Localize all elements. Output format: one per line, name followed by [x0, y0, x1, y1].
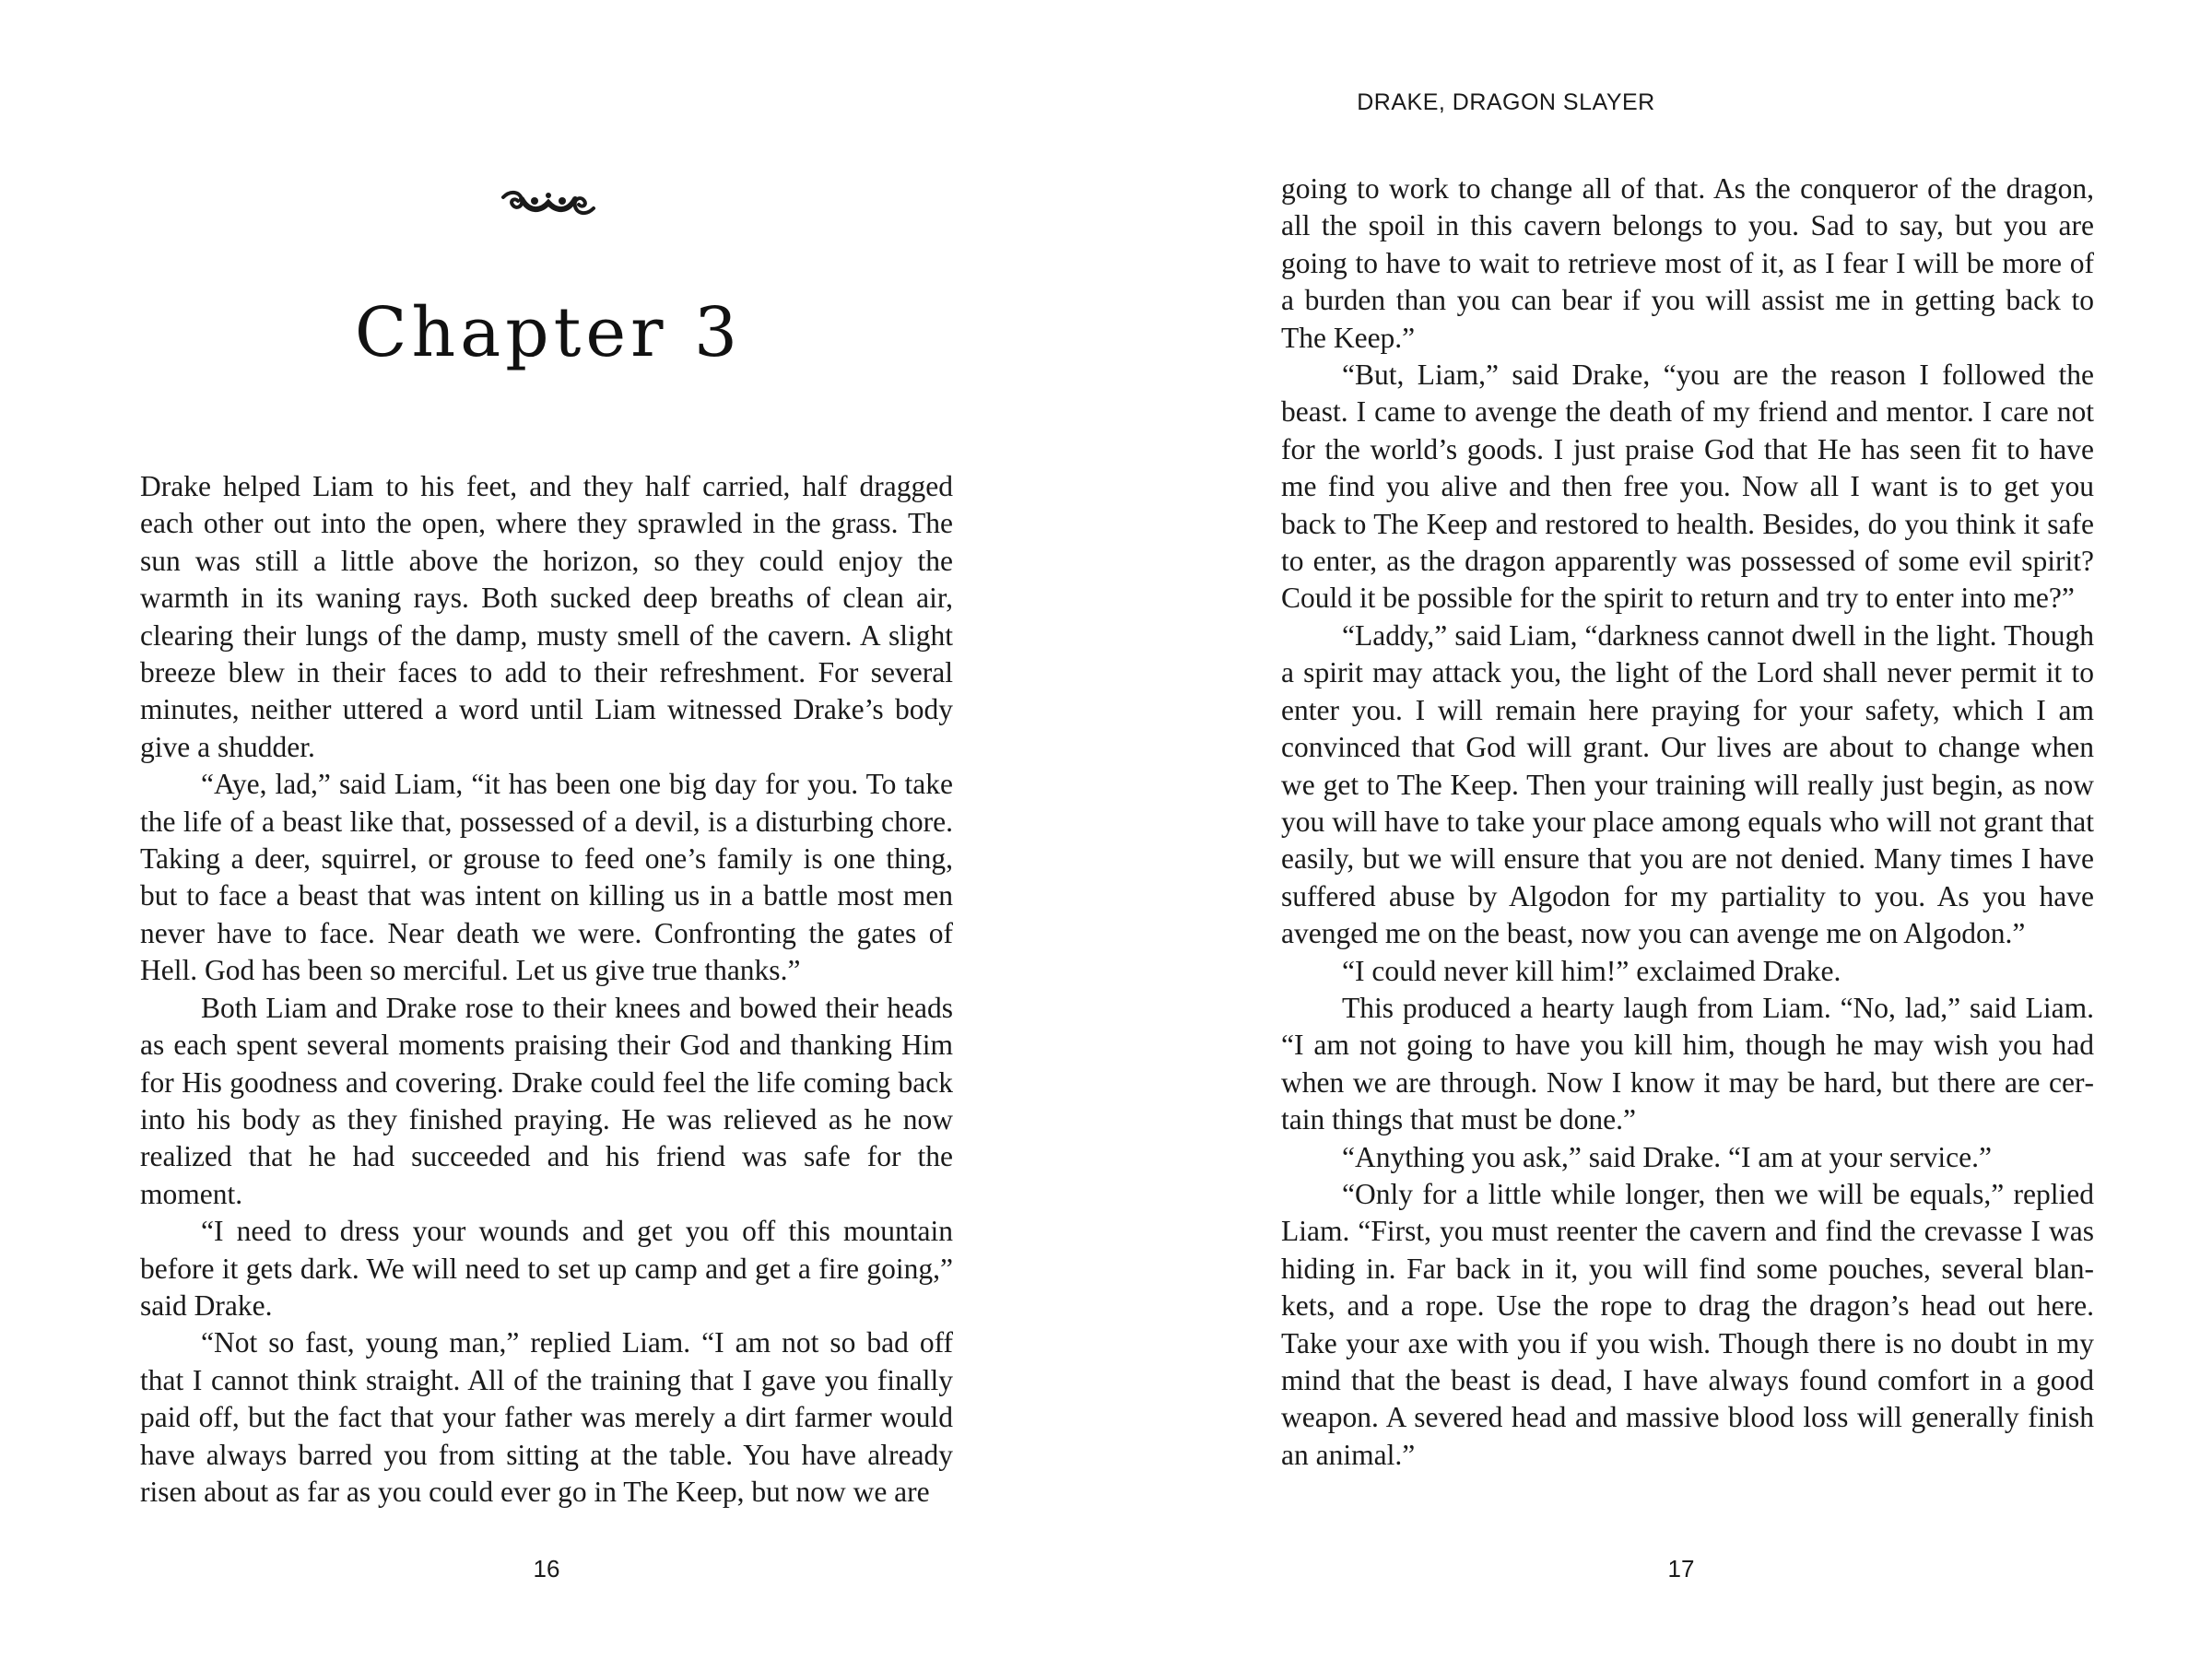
paragraph: “I could never kill him!” exclaimed Drake. — [1342, 954, 1841, 987]
paragraph: “Aye, lad,” said Liam, “it has been one big day for you. To take the life of a beast like that, possessed of a devil, is a disturbing chore. Taking a deer, squirrel, or grouse to feed one’s family is one thing, but to face a beast that was intent on killing us in a battle most men never have to face. Near death we were. Confronting the gates of Hell. God has been so merciful. Let us give true thanks.” — [140, 768, 953, 987]
paragraph: “I need to dress your wounds and get you off this mountain before it gets dark. We will need to set up camp and get a fire going,” said Drake. — [140, 1215, 953, 1322]
paragraph: Both Liam and Drake rose to their knees and bowed their heads as each spent several moments praising their God and thanking Him for His goodness and covering. Drake could feel the life coming back into his body as they finished praying. He was relieved as he now realized that he had succeeded and his friend was safe for the moment. — [140, 991, 953, 1210]
chapter-title: Chapter 3 — [354, 293, 743, 372]
running-head: DRAKE, DRAGON SLAYER — [1357, 89, 1655, 115]
paragraph: “But, Liam,” said Drake, “you are the reason I followed the beast. I came to avenge the death of my friend and mentor. I care not for the world’s goods. I just praise God that He has seen fit to have me find you alive and then free you. Now all I want is to get you back to The Keep and restored to health. Besides, do you think it safe to enter, as the dragon apparently was possessed of some evil spirit? Could it be possible for the spirit to return and try to enter into me?” — [1281, 359, 2094, 615]
paragraph: Drake helped Liam to his feet, and they half carried, half dragged each other out into the open, where they sprawled in the grass. The sun was still a little above the horizon, so they could enjoy the warmth in its waning rays. Both sucked deep breaths of clean air, clearing their lungs of the damp, musty smell of the cavern. A slight breeze blew in their faces to add to their refreshment. For several minutes, neither uttered a word until Liam witnessed Drake’s body give a shudder. — [140, 470, 953, 763]
scroll-flourish-icon — [498, 184, 599, 221]
left-page-body — [140, 468, 953, 1511]
paragraph: “Only for a little while longer, then we will be equals,” replied Liam. “First, you must reenter the cavern and find the crevasse I was hiding in. Far back in it, you will find some pouches, several blankets, and a rope. Use the rope to drag the dragon’s head out here. Take your axe with you if you wish. Though there is no doubt in my mind that the beast is dead, I have always found comfort in a good weapon. A severed head and massive blood loss will generally finish an animal.” — [1281, 1177, 2094, 1471]
paragraph: This produced a hearty laugh from Liam. “No, lad,” said Liam. “I am not going to have you kill him, though he may wish you had when we are through. Now I know it may be hard, but there are certain things that must be done.” — [1281, 991, 2094, 1136]
paragraph: “Not so fast, young man,” replied Liam. “I am not so bad off that I cannot think straight. All of the training that I gave you finally paid off, but the fact that your father was merely a dirt farmer would have always barred you from sitting at the table. You have already risen about as far as you could ever go in The Keep, but now we are — [140, 1326, 953, 1508]
paragraph: “Anything you ask,” said Drake. “I am at your service.” — [1342, 1140, 1992, 1173]
paragraph: going to work to change all of that. As the conqueror of the dragon, all the spoil in this cavern belongs to you. Sad to say, but you are going to have to wait to retrieve most of it, as I fear I will be more of a burden than you can bear if you will assist me in getting back to The Keep.” — [1281, 172, 2094, 354]
right-page-body — [1281, 171, 2094, 1474]
paragraph: “Laddy,” said Liam, “darkness cannot dwell in the light. Though a spirit may attack you, the light of the Lord shall never permit it to enter you. I will remain here praying for your safety, which I am convinced that God will grant. Our lives are about to change when we get to The Keep. Then your training will really just begin, as now you will have to take your place among equals who will not grant that easily, but we will ensure that you are not denied. Many times I have suffered abuse by Algodon for my partiality to you. As you have avenged me on the beast, now you can avenge me on Algodon.” — [1281, 618, 2094, 950]
page-number: 16 — [533, 1555, 560, 1583]
page-number: 17 — [1667, 1555, 1695, 1583]
